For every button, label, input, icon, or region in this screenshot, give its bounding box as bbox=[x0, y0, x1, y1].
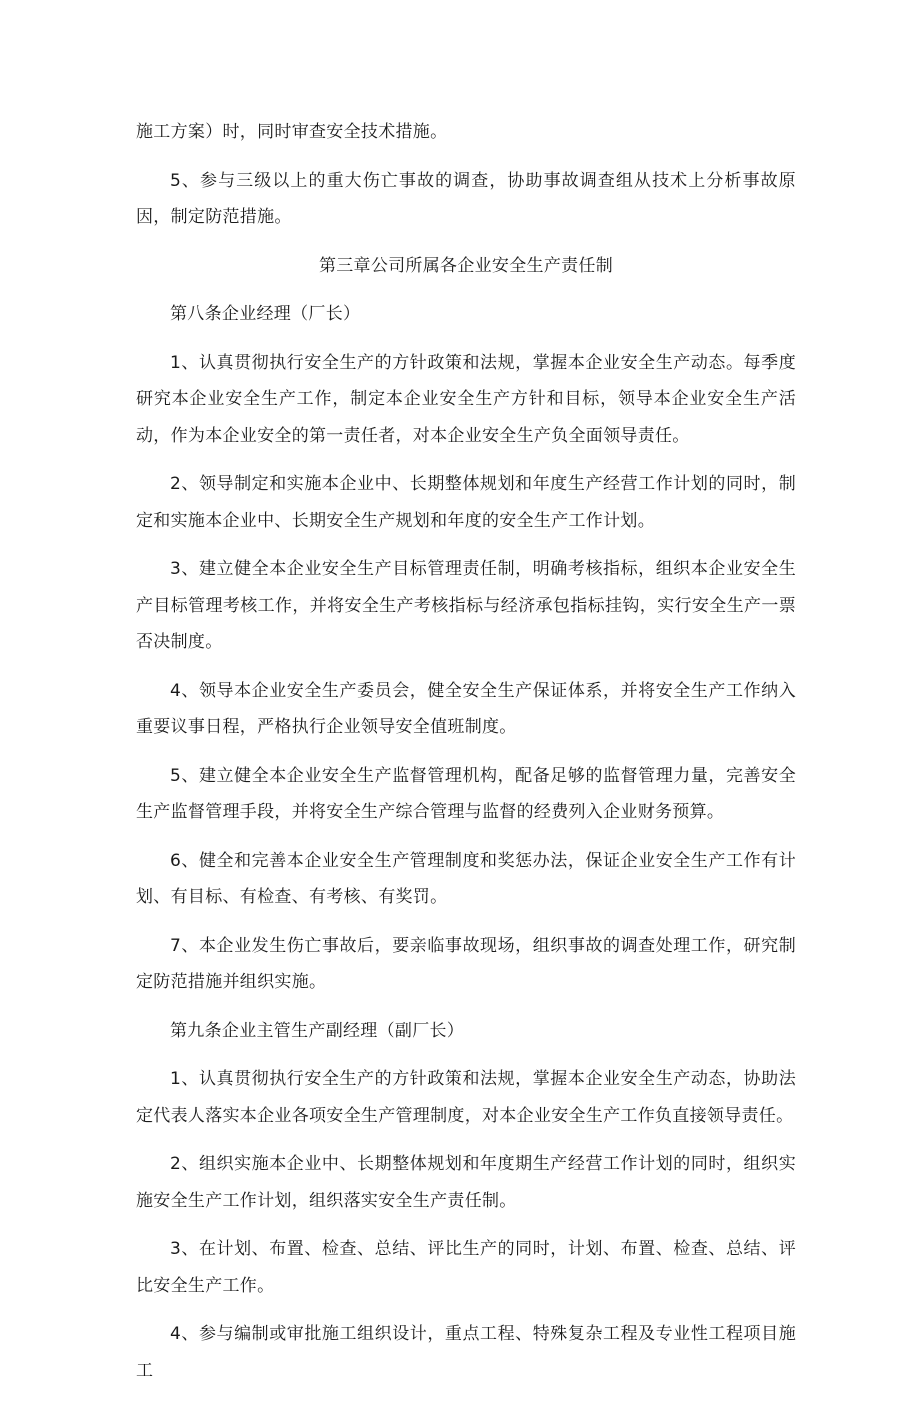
paragraph-item: 2、领导制定和实施本企业中、长期整体规划和年度生产经营工作计划的同时，制定和实施本企业中、长期安全生产规划和年度的安全生产工作计划。 bbox=[136, 474, 796, 531]
paragraph-item: 4、领导本企业安全生产委员会，健全安全生产保证体系，并将安全生产工作纳入重要议事日程，严格执行企业领导安全值班制度。 bbox=[136, 680, 796, 737]
article-heading: 第九条企业主管生产副经理（副厂长） bbox=[170, 1020, 465, 1041]
paragraph-item: 5、建立健全本企业安全生产监督管理机构，配备足够的监督管理力量，完善安全生产监督管理手段，并将安全生产综合管理与监督的经费列入企业财务预算。 bbox=[136, 765, 796, 822]
paragraph-item: 3、建立健全本企业安全生产目标管理责任制，明确考核指标，组织本企业安全生产目标管理考核工作，并将安全生产考核指标与经济承包指标挂钩，实行安全生产一票否决制度。 bbox=[136, 559, 796, 652]
paragraph-item: 5、参与三级以上的重大伤亡事故的调查，协助事故调查组从技术上分析事故原因，制定防范措施。 bbox=[136, 170, 796, 227]
document-body bbox=[136, 114, 796, 1401]
paragraph-continuation: 施工方案）时，同时审查安全技术措施。 bbox=[136, 122, 448, 142]
article-heading: 第八条企业经理（厂长） bbox=[170, 304, 361, 324]
paragraph-item: 3、在计划、布置、检查、总结、评比生产的同时，计划、布置、检查、总结、评比安全生产工作。 bbox=[136, 1239, 796, 1296]
paragraph-item: 1、认真贯彻执行安全生产的方针政策和法规，掌握本企业安全生产动态，协助法定代表人落实本企业各项安全生产管理制度，对本企业安全生产工作负直接领导责任。 bbox=[136, 1069, 796, 1126]
chapter-heading: 第三章公司所属各企业安全生产责任制 bbox=[318, 255, 614, 276]
paragraph-item: 6、健全和完善本企业安全生产管理制度和奖惩办法，保证企业安全生产工作有计划、有目标、有检查、有考核、有奖罚。 bbox=[136, 850, 796, 907]
paragraph-item: 4、参与编制或审批施工组织设计，重点工程、特殊复杂工程及专业性工程项目施工 bbox=[136, 1324, 796, 1381]
paragraph-item: 2、组织实施本企业中、长期整体规划和年度期生产经营工作计划的同时，组织实施安全生产工作计划，组织落实安全生产责任制。 bbox=[136, 1154, 796, 1211]
paragraph-item: 7、本企业发生伤亡事故后，要亲临事故现场，组织事故的调查处理工作，研究制定防范措施并组织实施。 bbox=[136, 935, 796, 992]
paragraph-item: 1、认真贯彻执行安全生产的方针政策和法规，掌握本企业安全生产动态。每季度研究本企业安全生产工作，制定本企业安全生产方针和目标，领导本企业安全生产活动，作为本企业安全的第一责任者，对本企业安全生产负全面领导责任。 bbox=[136, 352, 796, 446]
